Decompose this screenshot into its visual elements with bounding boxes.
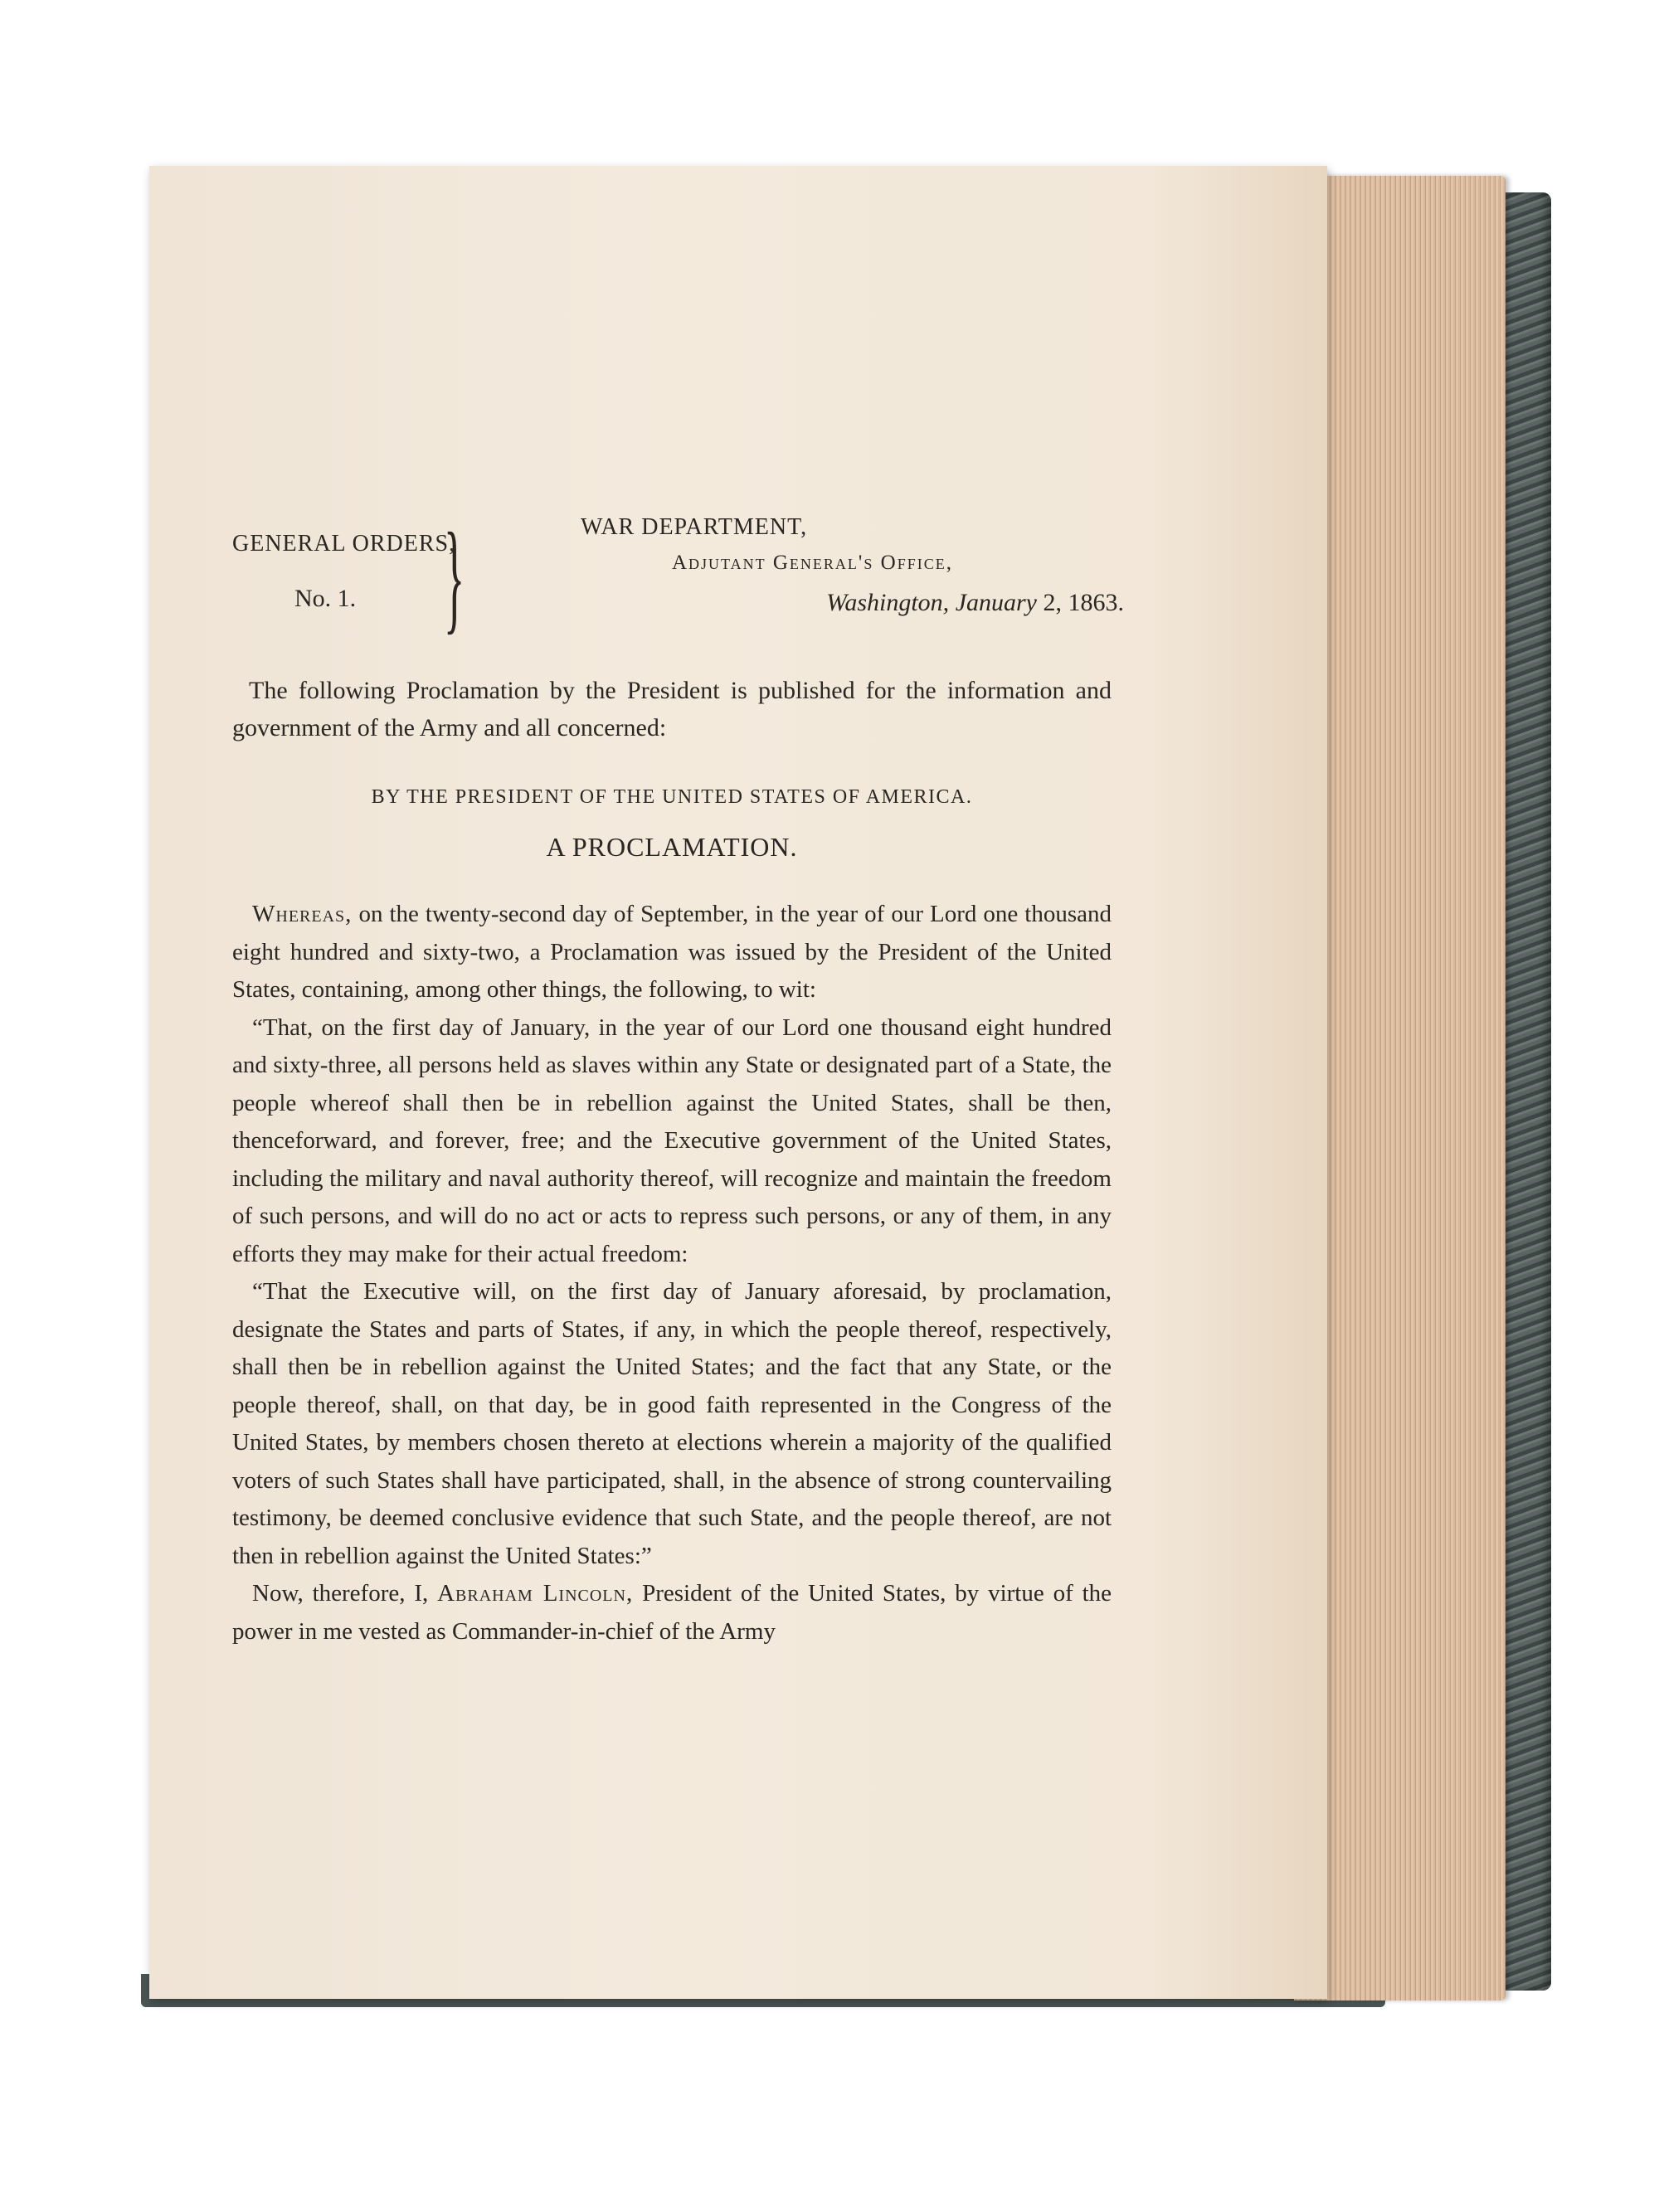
department-name: WAR DEPARTMENT, bbox=[581, 514, 808, 540]
whereas-lead: Whereas, bbox=[252, 901, 353, 927]
president-name: Abraham Lincoln, bbox=[437, 1580, 634, 1607]
date-month: January bbox=[955, 589, 1037, 616]
body-paragraph-2: “That, on the first day of January, in the year of our Lord one thousand eight hundred and sixty-three, all persons held as slaves within any State or designated part of a State, the people whereof shall then be in rebellion against the United States, shall be then, thenceforward, and forever, free; and the Executive government of the United States, including the military and naval authority thereof, will recognize and maintain the freedom of such persons, and will do no act or acts to repress such persons, or any of them, in any efforts they may make for their actual freedom: bbox=[232, 1014, 1112, 1267]
date-rest: 2, 1863. bbox=[1043, 589, 1124, 616]
paragraph-4-lead: Now, therefore, I, bbox=[252, 1580, 429, 1607]
paragraph-1-text: on the twenty-second day of September, in the year of our Lord one thousand eight hundred and sixty-two, a Proclamation was issued by the President of the United States, containing, among other things, the following, to wit: bbox=[232, 901, 1112, 1003]
order-date bbox=[826, 589, 1124, 617]
order-number: No. 1. bbox=[294, 585, 357, 612]
brace-glyph: } bbox=[444, 508, 465, 645]
body-paragraph-1 bbox=[232, 896, 1112, 1009]
page-text bbox=[232, 508, 1124, 1650]
by-line: BY THE PRESIDENT OF THE UNITED STATES OF AMERICA. bbox=[371, 786, 973, 808]
body-paragraph-3: “That the Executive will, on the first day of January aforesaid, by proclamation, designate the States and parts of States, if any, in which the people thereof, respectively, shall then be in rebellion against the United States; and the fact that any State, or the people thereof, shall, on that day, be in good faith represented in the Congress of the United States, by members chosen thereto at elections wherein a majority of the qualified voters of such States shall have participated, shall, in the absence of strong countervailing testimony, be deemed conclusive evidence that such State, and the people thereof, are not then in rebellion against the United States:” bbox=[232, 1278, 1112, 1569]
general-orders-label: GENERAL ORDERS, bbox=[232, 531, 456, 557]
book-page bbox=[149, 166, 1327, 1999]
office-name: Adjutant General's Office, bbox=[672, 552, 953, 574]
intro-paragraph: The following Proclamation by the President is published for the information and government of the Army and all concerned: bbox=[232, 677, 1112, 741]
proclamation-title: A PROCLAMATION. bbox=[546, 832, 798, 862]
date-place: Washington, bbox=[826, 589, 950, 616]
order-header bbox=[232, 508, 1124, 659]
body-paragraph-4 bbox=[232, 1575, 1112, 1650]
paragraph-4-text: President of the United States, by virtue of the power in me vested as Commander-in-chief of the Army bbox=[232, 1580, 1112, 1645]
